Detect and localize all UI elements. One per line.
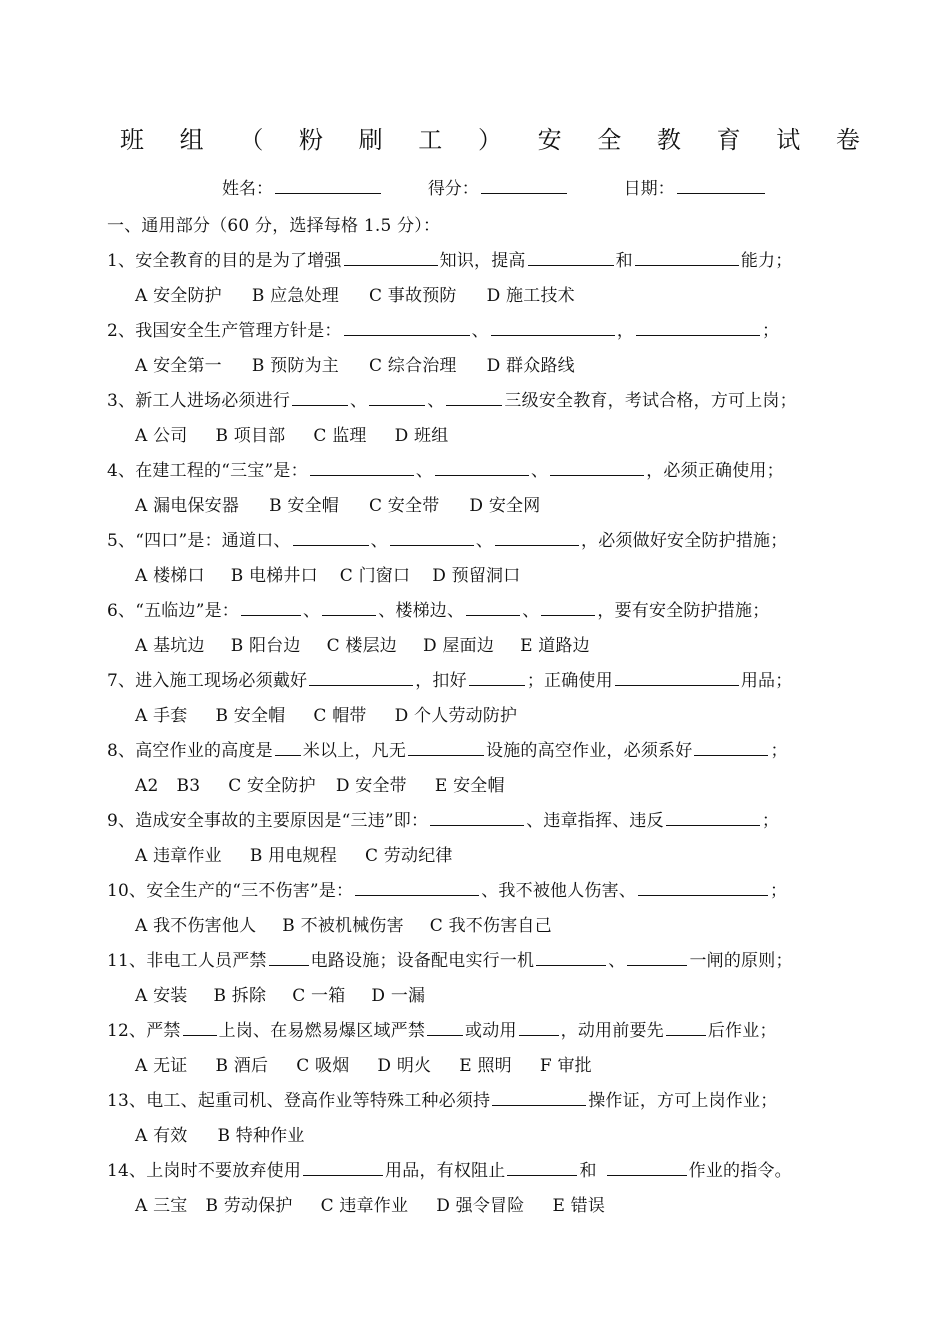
- question-text: 7、进入施工现场必须戴好: [107, 671, 308, 691]
- option: D 班组: [394, 426, 449, 446]
- question-text: 米以上，凡无: [302, 741, 407, 761]
- question-text: ；: [762, 321, 780, 341]
- option: D 安全网: [469, 496, 541, 516]
- options-2: [135, 351, 575, 376]
- answer-blank[interactable]: [666, 1018, 706, 1036]
- answer-blank[interactable]: [541, 598, 595, 616]
- answer-blank[interactable]: [536, 948, 606, 966]
- option: C 安全防护: [228, 776, 316, 796]
- answer-blank[interactable]: [310, 458, 414, 476]
- question-10: [107, 876, 787, 901]
- question-text: 、: [370, 531, 388, 551]
- option: D 安全带: [335, 776, 407, 796]
- question-text: 12、严禁: [107, 1021, 181, 1041]
- question-text: ；: [770, 741, 788, 761]
- question-text: 、: [350, 391, 368, 411]
- option: A 手套: [135, 706, 188, 726]
- option: A 违章作业: [135, 846, 222, 866]
- question-7: [107, 666, 792, 691]
- answer-blank[interactable]: [292, 388, 348, 406]
- option: B 安全帽: [215, 706, 286, 726]
- question-text: ；正确使用: [526, 671, 613, 691]
- options-4: [135, 491, 540, 516]
- question-text: 1、安全教育的目的是为了增强: [107, 251, 342, 271]
- option: B 酒后: [215, 1056, 269, 1076]
- question-text: 一闸的原则；: [689, 951, 793, 971]
- question-text: ，必须正确使用；: [646, 461, 784, 481]
- answer-blank[interactable]: [275, 738, 301, 756]
- option: D 屋面边: [423, 636, 495, 656]
- title-char: 刷: [358, 126, 383, 154]
- option: B 劳动保护: [205, 1196, 293, 1216]
- option: C 监理: [313, 426, 367, 446]
- option: C 违章作业: [320, 1196, 409, 1216]
- option: B 用电规程: [249, 846, 337, 866]
- title-char: 卷: [835, 126, 860, 154]
- question-text: 后作业；: [707, 1021, 777, 1041]
- answer-blank[interactable]: [430, 808, 524, 826]
- title-char: 班: [120, 126, 144, 154]
- answer-blank[interactable]: [528, 248, 614, 266]
- title-char: （: [239, 126, 264, 154]
- options-3: [135, 421, 448, 446]
- answer-blank[interactable]: [446, 388, 502, 406]
- answer-blank[interactable]: [293, 528, 369, 546]
- answer-blank[interactable]: [466, 598, 520, 616]
- answer-blank[interactable]: [694, 738, 768, 756]
- question-text: 14、上岗时不要放弃使用: [107, 1161, 302, 1181]
- question-3: [107, 386, 797, 411]
- question-6: [107, 596, 769, 621]
- answer-blank[interactable]: [344, 248, 438, 266]
- question-text: ，必须做好安全防护措施；: [581, 531, 788, 551]
- question-text: 或动用: [465, 1021, 517, 1041]
- title-char: 试: [776, 126, 801, 154]
- date-blank[interactable]: [677, 176, 765, 194]
- question-text: ，动用前要先: [560, 1021, 664, 1041]
- title-char: 组: [179, 126, 204, 154]
- question-text: 8、高空作业的高度是: [107, 741, 273, 761]
- question-text: 、: [475, 531, 494, 551]
- title-char: 育: [716, 126, 741, 154]
- answer-blank[interactable]: [492, 1088, 586, 1106]
- option: D 预留洞口: [432, 566, 521, 586]
- option: B 应急处理: [251, 286, 339, 306]
- question-text: 11、非电工人员严禁: [107, 951, 267, 971]
- title-char: ）: [477, 126, 502, 154]
- date-label: 日期：: [623, 179, 675, 199]
- student-info-row: [222, 174, 767, 199]
- question-text: ，要有安全防护措施；: [597, 601, 770, 621]
- answer-blank[interactable]: [666, 808, 760, 826]
- title-char: 安: [537, 126, 562, 154]
- options-14: [135, 1191, 605, 1216]
- question-text: 设施的高空作业，必须系好: [486, 741, 693, 761]
- option: E 错误: [552, 1196, 606, 1216]
- question-4: [107, 456, 784, 481]
- option: C 安全带: [369, 496, 440, 516]
- option: D 强令冒险: [436, 1196, 525, 1216]
- option: A2: [135, 776, 159, 796]
- answer-blank[interactable]: [355, 878, 479, 896]
- title-char: 全: [597, 126, 622, 154]
- question-text: 作业的指令。: [688, 1161, 792, 1181]
- answer-blank[interactable]: [427, 1018, 463, 1036]
- option: C 我不伤害自己: [429, 916, 552, 936]
- option: A 安全防护: [135, 286, 222, 306]
- question-text: 和: [615, 251, 633, 271]
- option: D 个人劳动防护: [394, 706, 518, 726]
- question-text: 13、电工、起重司机、登高作业等特殊工种必须持: [107, 1091, 491, 1111]
- option: B 预防为主: [251, 356, 339, 376]
- page-title: [120, 120, 860, 155]
- option: B 特种作业: [217, 1126, 305, 1146]
- question-text: ；: [770, 881, 788, 901]
- section-heading: 一、通用部分（60 分，选择每格 1.5 分）：: [107, 216, 441, 236]
- answer-blank[interactable]: [269, 948, 309, 966]
- question-2: [107, 316, 779, 341]
- options-1: [135, 281, 575, 306]
- question-text: 、违章指挥、违反: [526, 811, 664, 831]
- option: F 审批: [539, 1056, 592, 1076]
- question-text: 、: [303, 601, 321, 621]
- answer-blank[interactable]: [507, 1158, 577, 1176]
- answer-blank[interactable]: [241, 598, 301, 616]
- option: A 无证: [135, 1056, 188, 1076]
- option: D 明火: [377, 1056, 432, 1076]
- option: A 安装: [135, 986, 188, 1006]
- option: E 安全帽: [434, 776, 505, 796]
- name-blank[interactable]: [275, 176, 381, 194]
- title-char: 粉: [298, 126, 323, 154]
- option: C 一箱: [292, 986, 346, 1006]
- option: B 不被机械伤害: [282, 916, 404, 936]
- answer-blank[interactable]: [303, 1158, 383, 1176]
- option: E 道路边: [520, 636, 590, 656]
- question-text: 三级安全教育，考试合格，方可上岗；: [504, 391, 797, 411]
- question-text: 、: [608, 951, 626, 971]
- question-13: [107, 1086, 777, 1111]
- option: B3: [176, 776, 201, 796]
- option: A 有效: [135, 1126, 188, 1146]
- options-6: [135, 631, 590, 656]
- option: D 群众路线: [486, 356, 575, 376]
- name-label: 姓名：: [222, 179, 273, 199]
- option: A 三宝: [135, 1196, 188, 1216]
- answer-blank[interactable]: [627, 948, 687, 966]
- answer-blank[interactable]: [183, 1018, 217, 1036]
- option: A 楼梯口: [135, 566, 205, 586]
- question-text: 、楼梯边、: [378, 601, 465, 621]
- score-label: 得分：: [427, 179, 479, 199]
- question-text: 和: [579, 1161, 597, 1181]
- question-5: [107, 526, 787, 551]
- question-text: 5、“四口”是：通道口、: [107, 531, 291, 551]
- question-text: 、: [471, 321, 489, 341]
- option: B 项目部: [215, 426, 286, 446]
- options-12: [135, 1051, 592, 1076]
- answer-blank[interactable]: [309, 668, 413, 686]
- question-12: [107, 1016, 777, 1041]
- question-14: [107, 1156, 792, 1181]
- option: A 漏电保安器: [135, 496, 240, 516]
- question-9: [107, 806, 779, 831]
- option: C 门窗口: [339, 566, 411, 586]
- option: D 施工技术: [486, 286, 575, 306]
- option: A 我不伤害他人: [135, 916, 257, 936]
- question-text: 用品，有权阻止: [385, 1161, 506, 1181]
- option: E 照明: [459, 1056, 512, 1076]
- question-text: 、: [415, 461, 434, 481]
- question-11: [107, 946, 793, 971]
- options-11: [135, 981, 425, 1006]
- answer-blank[interactable]: [390, 528, 474, 546]
- question-text: ，扣好: [415, 671, 467, 691]
- question-text: 4、在建工程的“三宝”是：: [107, 461, 308, 481]
- option: C 楼层边: [326, 636, 398, 656]
- answer-blank[interactable]: [495, 528, 579, 546]
- answer-blank[interactable]: [635, 248, 739, 266]
- question-text: 9、造成安全事故的主要原因是“三违”即：: [107, 811, 429, 831]
- answer-blank[interactable]: [615, 668, 739, 686]
- question-text: 6、“五临边”是：: [107, 601, 239, 621]
- options-5: [135, 561, 520, 586]
- title-char: 工: [418, 126, 443, 154]
- answer-blank[interactable]: [435, 458, 529, 476]
- question-text: 用品；: [740, 671, 793, 691]
- question-text: 、: [522, 601, 540, 621]
- option: C 综合治理: [369, 356, 457, 376]
- answer-blank[interactable]: [322, 598, 376, 616]
- question-text: 操作证，方可上岗作业；: [588, 1091, 778, 1111]
- option: C 劳动纪律: [365, 846, 453, 866]
- option: B 电梯井口: [230, 566, 318, 586]
- question-text: 知识，提高: [439, 251, 526, 271]
- question-text: 3、新工人进场必须进行: [107, 391, 291, 411]
- options-10: [135, 911, 552, 936]
- question-text: ，: [616, 321, 635, 341]
- option: B 安全帽: [269, 496, 339, 516]
- option: A 公司: [135, 426, 188, 446]
- question-text: 能力；: [740, 251, 793, 271]
- question-text: 、: [531, 461, 549, 481]
- option: A 基坑边: [135, 636, 205, 656]
- question-text: 10、安全生产的“三不伤害”是：: [107, 881, 354, 901]
- answer-blank[interactable]: [638, 878, 768, 896]
- options-8: [135, 771, 505, 796]
- option: B 阳台边: [230, 636, 301, 656]
- answer-blank[interactable]: [369, 388, 425, 406]
- answer-blank[interactable]: [469, 668, 525, 686]
- answer-blank[interactable]: [491, 318, 615, 336]
- question-text: 2、我国安全生产管理方针是：: [107, 321, 342, 341]
- question-text: ；: [761, 811, 780, 831]
- answer-blank[interactable]: [344, 318, 470, 336]
- score-blank[interactable]: [481, 176, 567, 194]
- answer-blank[interactable]: [550, 458, 644, 476]
- options-13: [135, 1121, 305, 1146]
- question-8: [107, 736, 788, 761]
- answer-blank[interactable]: [519, 1018, 559, 1036]
- answer-blank[interactable]: [408, 738, 484, 756]
- option: C 吸烟: [296, 1056, 350, 1076]
- options-9: [135, 841, 453, 866]
- question-text: 、我不被他人伤害、: [481, 881, 637, 901]
- question-1: [107, 246, 792, 271]
- option: C 事故预防: [369, 286, 457, 306]
- title-char: 教: [656, 126, 681, 154]
- option: A 安全第一: [135, 356, 222, 376]
- options-7: [135, 701, 517, 726]
- option: B 拆除: [213, 986, 267, 1006]
- answer-blank[interactable]: [607, 1158, 687, 1176]
- answer-blank[interactable]: [636, 318, 760, 336]
- option: C 帽带: [313, 706, 367, 726]
- question-text: 上岗、在易燃易爆区域严禁: [218, 1021, 426, 1041]
- option: D 一漏: [371, 986, 426, 1006]
- question-text: 、: [427, 391, 445, 411]
- question-text: 电路设施；设备配电实行一机: [310, 951, 535, 971]
